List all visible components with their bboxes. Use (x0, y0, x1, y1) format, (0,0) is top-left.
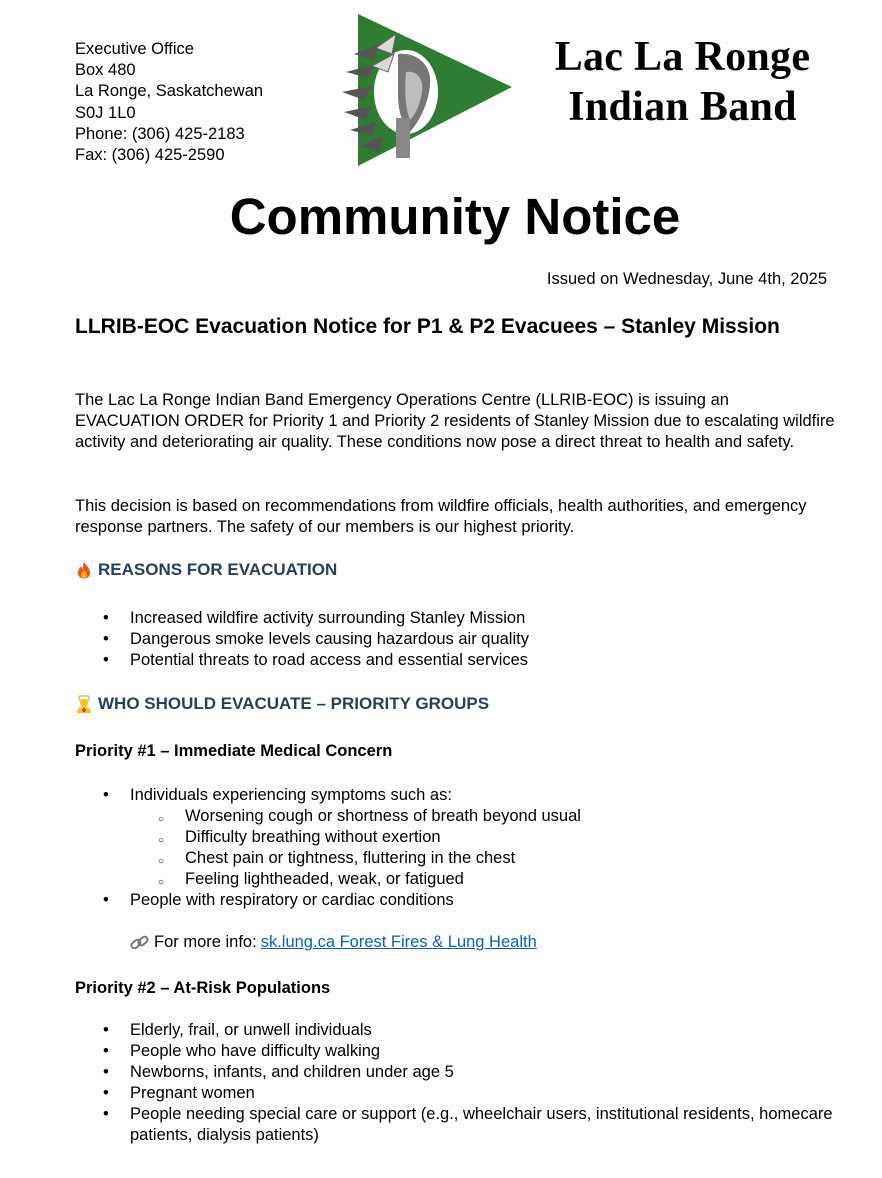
list-item: • Pregnant women (100, 1083, 840, 1104)
priority2-list (100, 1020, 840, 1146)
list-item: • Dangerous smoke levels causing hazardous air quality (100, 629, 840, 650)
link-icon (130, 935, 150, 951)
reasons-list (100, 608, 840, 671)
priority1-list (100, 785, 840, 911)
more-info (130, 933, 537, 952)
list-item: • Elderly, frail, or unwell individuals (100, 1020, 840, 1041)
list-item (100, 785, 840, 890)
list-item: • People who have difficulty walking (100, 1041, 840, 1062)
address-line: Executive Office (75, 40, 194, 58)
fire-icon (75, 561, 93, 579)
band-logo-icon (336, 14, 512, 166)
more-info-label: For more info: (154, 933, 257, 951)
notice-heading: LLRIB-EOC Evacuation Notice for P1 & P2 Evacuees – Stanley Mission (75, 315, 780, 338)
who-heading-text: WHO SHOULD EVACUATE – PRIORITY GROUPS (98, 694, 490, 713)
symptom-item: ○ Difficulty breathing without exertion (155, 827, 840, 848)
address-line: Phone: (306) 425-2183 (75, 124, 245, 143)
decision-paragraph: This decision is based on recommendations from wildfire officials, health authorities, and emergency response partners. The safety of our members is our highest priority. (75, 497, 807, 537)
symptoms-list (155, 806, 840, 890)
list-item: • Increased wildfire activity surrounding Stanley Mission (100, 608, 840, 629)
list-item: • Potential threats to road access and essential services (100, 650, 840, 671)
address-line: S0J 1L0 (75, 103, 136, 122)
who-heading (75, 694, 489, 714)
list-item-text: Individuals experiencing symptoms such as: (130, 786, 452, 804)
priority2-heading: Priority #2 – At-Risk Populations (75, 979, 331, 997)
reasons-heading (75, 560, 337, 580)
reasons-heading-text: REASONS FOR EVACUATION (98, 560, 338, 579)
org-name-line: Indian Band (568, 84, 797, 130)
address-line: Fax: (306) 425-2590 (75, 146, 225, 165)
priority1-heading: Priority #1 – Immediate Medical Concern (75, 742, 393, 760)
symptom-item: ○ Feeling lightheaded, weak, or fatigued (155, 869, 840, 890)
health-worker-icon (75, 695, 93, 713)
list-item: • People needing special care or support (e.g., wheelchair users, institutional residents, homecare patients, dialysis patients) (100, 1104, 840, 1146)
intro-paragraph: The Lac La Ronge Indian Band Emergency Operations Centre (LLRIB-EOC) is issuing an EVACUATION ORDER for Priority 1 and Priority 2 residents of Stanley Mission due to escalating wildfire activity and deteriorating air quality. These conditions now pose a direct threat to health and safety. (75, 391, 835, 452)
issued-date: Issued on Wednesday, June 4th, 2025 (546, 270, 827, 288)
symptom-item: ○ Chest pain or tightness, fluttering in the chest (155, 848, 840, 869)
address-line: La Ronge, Saskatchewan (75, 82, 264, 101)
list-item: • People with respiratory or cardiac conditions (100, 890, 840, 911)
list-item: • Newborns, infants, and children under age 5 (100, 1062, 840, 1083)
address-block (75, 39, 263, 166)
page-title: Community Notice (229, 188, 681, 245)
symptom-item: ○ Worsening cough or shortness of breath beyond usual (155, 806, 840, 827)
address-line: Box 480 (75, 61, 136, 80)
org-name (510, 32, 855, 132)
org-name-line: Lac La Ronge (554, 34, 811, 80)
lung-health-link[interactable]: sk.lung.ca Forest Fires & Lung Health (260, 933, 537, 951)
